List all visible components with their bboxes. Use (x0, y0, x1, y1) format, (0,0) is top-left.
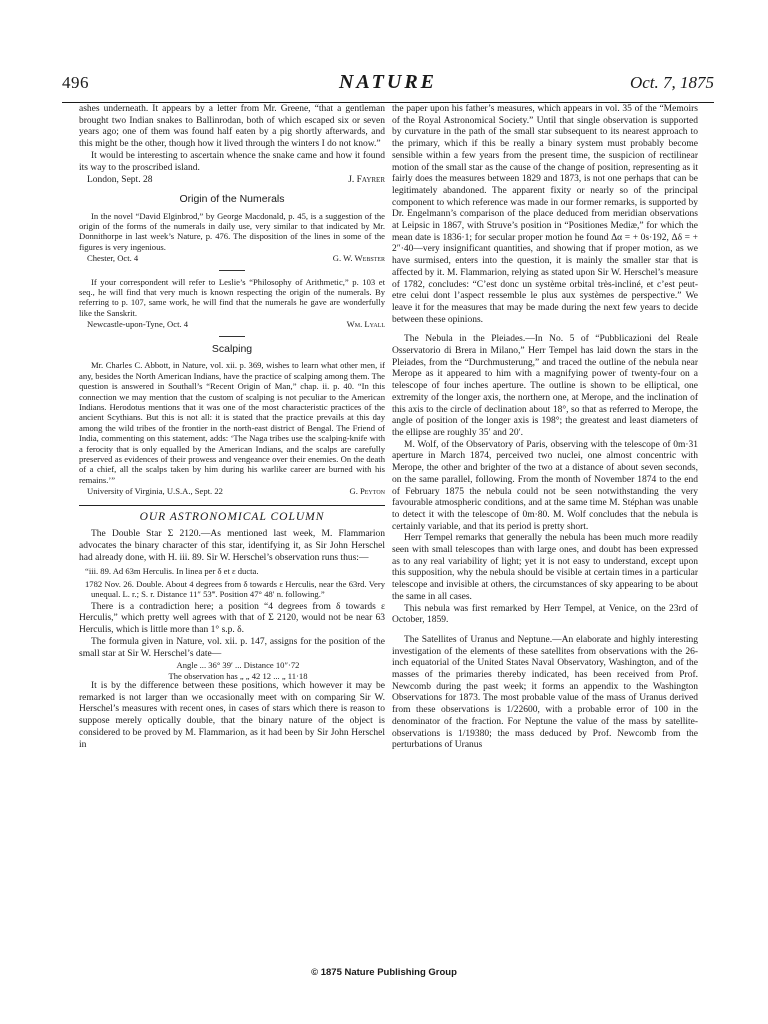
section-rule (79, 505, 385, 506)
left-column (79, 104, 385, 751)
numerals-letter-2-signature (79, 319, 385, 329)
numerals-letter-1: In the novel “David Elginbrod,” by George Macdonald, p. 45, is a suggestion of the origin of the forms of the numerals in daily use, very similar to that indicated by Mr. Donnithorpe in last week’s Nature, p. 476. The disposition of the lines in some of the figures is very ingenious. (79, 210, 385, 252)
numerals-letter-1-author: G. W. Webster (332, 253, 385, 264)
letter-snakes-author: J. Fayrer (348, 175, 385, 186)
page-number: 496 (62, 73, 89, 92)
letter-snakes-signature (79, 175, 385, 187)
herschel-quote-2: 1782 Nov. 26. Double. About 4 degrees from δ towards ε Herculis, near the 63rd. Very unequal. L. r.; S. r. Distance 11″ 53‴. Position 47° 48′ n. following.” (85, 578, 385, 600)
numerals-letter-1-place: Chester, Oct. 4 (87, 253, 139, 264)
numerals-heading: Origin of the Numerals (179, 192, 285, 205)
scalping-heading: Scalping (211, 342, 253, 355)
separator-dash (219, 336, 245, 337)
nebula-paragraph-1: The Nebula in the Pleiades.—In No. 5 of “Pubblicazioni del Reale Osservatorio di Brera in Milano,” Herr Tempel has laid down the stars in the Pleiades, from the “Durchmusterung,” and traced the outline of the nebula near Merope as it appeared to him with a magnifying power of twenty-four on a telescope of four inches aperture. The outline is shown to be elliptical, one extremity of the longer axis, the northern one, at Merope, and the inclination of this axis to the circle of declination about 18°, so that as referred to Merope, the angle of position of the longer axis is 198°; the greatest and least diameters of the ellipse are roughly 35′ and 20′. (392, 334, 698, 438)
page-header (62, 71, 714, 101)
numerals-letter-1-signature (79, 253, 385, 263)
double-star-paragraph-4: It is by the difference between these positions, which however it may be remarked is not larger than we occasionally meet with on comparing Sir W. Herschel’s measures with recent ones, in cases of stars which there is reason to suppose merely optically double, that the binary nature of the object is considered to be proved by M. Flammarion, as it had been by Sir John Herschel in (79, 681, 385, 750)
letter-snakes-text: ashes underneath. It appears by a letter from Mr. Greene, “that a gentleman brought two Indian snakes to Ballinrodan, both of which escaped six or seven years ago; one of them was found half eaten by a pig shortly afterwards, and this might be the other, though how it lived through the winters I do not know.” (79, 104, 385, 150)
astronomical-column-title: OUR ASTRONOMICAL COLUMN (139, 510, 325, 523)
right-column (392, 104, 698, 752)
satellites-paragraph: The Satellites of Uranus and Neptune.—An elaborate and highly interesting investigation of the elements of these satellites from observations with the 26-inch equatorial of the United States Naval Observatory, Washington, and of the masses of the primaries thereby indicated, has been received from Prof. Newcomb during the past week; it forms an appendix to the Washington Observations for 1873. The most probable value of the mass of Uranus derived from these observations is 1/22600, with a probable error of 100 in the denominator of the fraction. For Neptune the value of the mass by satellite-observations is 1/19380; the mass deduced by Prof. Newcomb from the perturbations of Uranus (392, 634, 698, 751)
scalping-place: University of Virginia, U.S.A., Sept. 22 (87, 486, 223, 497)
numerals-letter-2-author: Wm. Lyall (346, 319, 385, 330)
letter-snakes-place: London, Sept. 28 (87, 175, 153, 186)
journal-title: NATURE (338, 71, 438, 93)
separator-dash (219, 270, 245, 271)
nebula-paragraph-3: Herr Tempel remarks that generally the nebula has been much more readily seen with small telescopes than with large ones, and doubt has been expressed as to any real variability of light; yet it is not easy to understand, except upon this supposition, why the nebula should be visible at certain times in a particular telescope and invisible at others, the circumstances of sky appearing to be about the same in all cases. (392, 533, 698, 602)
numerals-letter-2-place: Newcastle-upon-Tyne, Oct. 4 (87, 319, 189, 330)
nebula-paragraph-2: M. Wolf, of the Observatory of Paris, observing with the telescope of 0m·31 aperture in March 1874, perceived two nuclei, one almost concentric with Merope, the other and brighter of the two at a distance of about seven seconds, on the same parallel, following. From the month of November 1874 to the end of February 1875 the nebula could not be seen notwithstanding the very favourable atmospheric conditions, and at the same time M. Stéphan was unable to detect it with the telescope of 0m·80. M. Wolf concludes that the nebula is certainly variable, and that its period is pretty short. (392, 439, 698, 532)
double-star-paragraph-1: The Double Star Σ 2120.—As mentioned last week, M. Flammarion advocates the binary character of this star, identifying it, as Sir John Herschel had already done, with H. iii. 89. Sir W. Herschel’s observation runs thus:— (79, 529, 385, 563)
copyright-footer: © 1875 Nature Publishing Group (311, 967, 457, 978)
nebula-paragraph-4: This nebula was first remarked by Herr Tempel, at Venice, on the 23rd of October, 1859. (392, 603, 698, 626)
scalping-author: G. Peyton (349, 486, 385, 497)
herschel-quote-1: “iii. 89. Ad 63m Herculis. In linea per δ et ε ducta. (85, 566, 259, 577)
double-star-paragraph-3: The formula given in Nature, vol. xii. p. 147, assigns for the position of the small star at Sir W. Herschel’s date— (79, 636, 385, 659)
measurement-line-1: Angle ... 36° 39′ ... Distance 10″·72 (176, 660, 300, 671)
letter-snakes-text-2: It would be interesting to ascertain whence the snake came and how it found its way to the proscribed island. (79, 150, 385, 173)
spacer (392, 627, 698, 635)
scalping-letter: Mr. Charles C. Abbott, in Nature, vol. xii. p. 369, wishes to learn what other men, if any, besides the North American Indians, have the practice of scalping among them. The question is answered in Southall’s “Recent Origin of Man,” chap. ii. p. 40. “In this connection we may mention that the custom of scalping is not peculiar to the American Indians. Herodotus mentions that it was one of the most characteristic practices of the ancient Scythians. But this is not all: it is stated that the practice prevails at this day among the wild tribes of the frontier in the north-east district of Bengal. The Friend of India, commenting on this statement, adds: ‘The Naga tribes use the scalping-knife with a ferocity that is only equalled by the American Indians, and the scalps are carefully preserved as evidences of their prowess and vengeance over their enemies. On the death of a chief, all the scalps taken by him during his warlike career are burned with his remains.’” (79, 360, 385, 485)
double-star-paragraph-2: There is a contradiction here; a position “4 degrees from δ towards ε Herculis,” which pretty well agrees with that of Σ 2120, would not be near 63 Herculis, which is little more than 1° s.p. δ. (79, 601, 385, 636)
numerals-letter-2: If your correspondent will refer to Leslie’s “Philosophy of Arithmetic,” p. 103 et seq., he will find that very much is known respecting the origin of the numerals. By referring to p. 107, same work, he will find that the numerals he gave are wonderfully like the Sanskrit. (79, 276, 385, 318)
measurement-line-2: The observation has „ „ 42 12 ... „ 11·18 (168, 670, 308, 681)
scalping-signature (79, 486, 385, 496)
header-rule (62, 102, 714, 103)
double-star-continuation: the paper upon his father’s measures, which appears in vol. 35 of the “Memoirs of the Royal Astronomical Society.” Until that single observation is supported by curvature in the path of the small star subsequent to its nearest approach to the primary, which if this be really a binary system must probably become sensible within a few years from the present time, the suspicion of rectilinear motion of the small star as the cause of the change of position, representing as it fairly does the measures between 1829 and 1873, is not one perhaps that can be legitimately abandoned. The apparent fixity or nearly so of the principal component to which reference was made in our former remarks, is supported by Dr. Engelmann’s comparison of the place deduced from meridian observations at Leipsic in 1867, with Struve’s position in “Positiones Mediæ,” for which the mean date is 1836·1; for secular proper motion he found Δα = + 0s·192, Δδ = + 2″·40—very insignificant quantities, and showing that if proper motion, as we have surmised, enters into the question, it is mainly the smaller star that is affected by it. M. Flammarion, relying as stated upon Sir W. Herschel’s measure of 1782, concludes: “C’est donc un système orbital très-incliné, et c’est peut-etre celui dont l’aspect ressemble le plus aux systèmes de perspective.” We leave it for the measures that may be made during the next few years to decide between these opinions. (392, 104, 698, 325)
issue-date: Oct. 7, 1875 (629, 73, 714, 92)
